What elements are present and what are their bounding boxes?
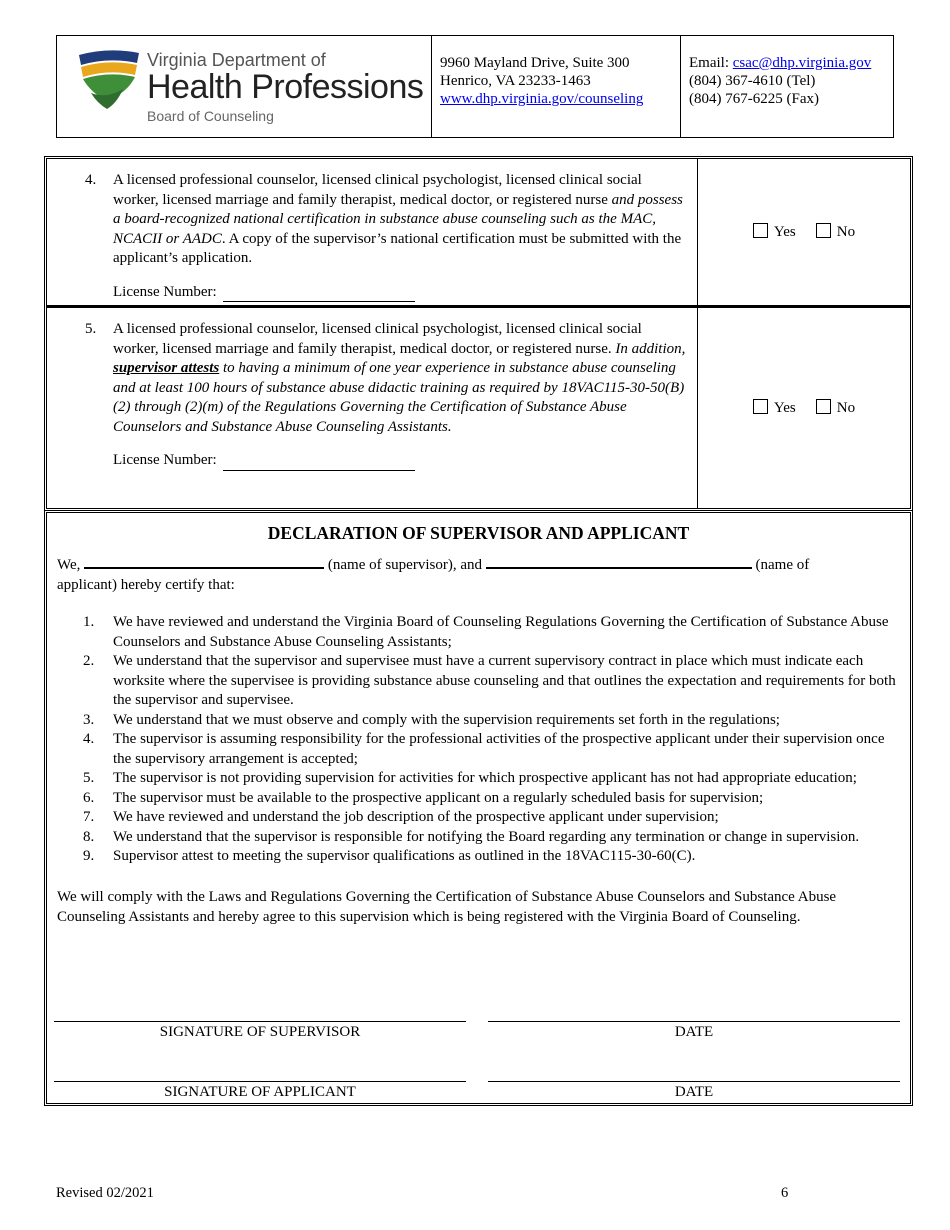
logo-line-2: Health Professions <box>147 68 424 106</box>
address-line-1: 9960 Mayland Drive, Suite 300 <box>440 55 630 71</box>
qualification-row-4 <box>47 159 910 305</box>
email-label: Email: <box>689 55 733 71</box>
license-label: License Number: <box>113 283 217 300</box>
certify-text: applicant) hereby certify that: <box>57 577 235 593</box>
qualification-text <box>47 159 698 305</box>
fax: (804) 767-6225 (Fax) <box>689 91 819 107</box>
declaration-item <box>57 769 900 789</box>
declaration-title: DECLARATION OF SUPERVISOR AND APPLICANT <box>267 523 690 543</box>
no-checkbox[interactable] <box>816 223 855 241</box>
supervisor-name-label: (name of supervisor), and <box>327 557 482 573</box>
item-text-italic: and possess a board-recognized national certification in substance abuse counseling such as the MAC, NCACII or AADC <box>113 191 683 247</box>
declaration-names <box>57 552 900 595</box>
website-link[interactable]: www.dhp.virginia.gov/counseling <box>440 91 644 107</box>
declaration-item-text: The supervisor must be available to the prospective applicant on a regularly scheduled basis for supervision; <box>113 789 764 806</box>
item-text-italic: to having a minimum of one year experience in substance abuse counseling and at least 100 hours of substance abuse didactic training as required by 18VAC115-30-50(B)(2) through (2)(m) of the Regulations Governing the Certification of Substance Abuse Counselors and Substance Abuse Counseling Assistants. <box>113 360 685 435</box>
declaration-item-text: We have reviewed and understand the Virginia Board of Counseling Regulations Governing the Certification of Substance Abuse Counselors and Substance Abuse Counseling Assistants; <box>113 614 889 650</box>
declaration-section <box>44 510 913 1106</box>
declaration-item-number: 1. <box>83 614 95 630</box>
declaration-item <box>57 711 900 731</box>
page-number: 6 <box>781 1185 789 1201</box>
license-label: License Number: <box>113 452 217 468</box>
checkbox-icon[interactable] <box>753 399 768 414</box>
closing-statement: We will comply with the Laws and Regulations Governing the Certification of Substance Abuse Counselors and Substance Abuse Counseling Assistants and hereby agree to this supervision which is being registered with the Virginia Board of Counseling. <box>57 888 837 925</box>
contact-block <box>681 36 893 137</box>
declaration-item <box>57 828 900 848</box>
checkbox-icon[interactable] <box>753 223 768 238</box>
declaration-item <box>57 789 900 809</box>
applicant-name-label: (name of <box>755 557 810 573</box>
supervisor-date[interactable] <box>488 1021 900 1041</box>
item-body <box>113 171 689 269</box>
yes-no-group <box>698 308 910 508</box>
email-link[interactable]: csac@dhp.virginia.gov <box>732 55 872 71</box>
yes-no-group <box>698 159 910 305</box>
declaration-list <box>57 613 900 867</box>
logo-line-3: Board of Counseling <box>147 108 274 124</box>
revised-date: Revised 02/2021 <box>56 1185 154 1201</box>
license-number-field[interactable] <box>223 285 415 302</box>
declaration-item-text: We understand that the supervisor and supervisee must have a current supervisory contract in place which must indicate each worksite where the supervisee is providing substance abuse counseling and that outlines the expectation and requirements for both the supervisor and supervisee. <box>113 653 896 708</box>
declaration-item <box>57 613 900 652</box>
license-row <box>113 283 689 303</box>
yes-label: Yes <box>773 400 796 416</box>
no-label: No <box>836 400 856 416</box>
logo-line-1: Virginia Department of <box>147 50 326 70</box>
letterhead <box>56 35 894 138</box>
item-text-bold: supervisor attests <box>113 360 220 376</box>
no-label: No <box>836 224 856 240</box>
declaration-item-number: 2. <box>83 653 95 669</box>
item-number: 5. <box>85 321 97 337</box>
logo-block <box>57 36 432 137</box>
item-number: 4. <box>85 172 97 188</box>
item-text: . A copy of the supervisor’s national certification must be submitted with the applicant’s application. <box>113 230 682 266</box>
dhp-logo-icon <box>77 49 141 111</box>
item-text: A licensed professional counselor, licensed clinical psychologist, licensed clinical social worker, licensed marriage and family therapist, medical doctor, or registered nurse <box>113 172 642 208</box>
declaration-item-text: The supervisor is not providing supervision for activities for which prospective applicant has not had appropriate education; <box>113 770 857 786</box>
declaration-item-number: 7. <box>83 809 95 825</box>
declaration-item <box>57 808 900 828</box>
checkbox-icon[interactable] <box>816 399 831 414</box>
tel: (804) 367-4610 (Tel) <box>689 73 816 89</box>
qualification-text <box>47 308 698 508</box>
applicant-name-field[interactable] <box>486 552 752 569</box>
supervisor-signature-label: SIGNATURE OF SUPERVISOR <box>54 1021 466 1041</box>
declaration-item-text: Supervisor attest to meeting the supervisor qualifications as outlined in the 18VAC115-30-60(C). <box>113 848 696 864</box>
declaration-item-number: 9. <box>83 848 95 864</box>
qualification-table <box>44 156 913 511</box>
we-label: We, <box>57 557 81 573</box>
item-body <box>113 320 689 437</box>
declaration-item-number: 5. <box>83 770 95 786</box>
checkbox-icon[interactable] <box>816 223 831 238</box>
yes-checkbox[interactable] <box>753 399 796 417</box>
declaration-item <box>57 847 900 867</box>
declaration-item <box>57 730 900 769</box>
qualification-row-5 <box>47 305 910 508</box>
date-label: DATE <box>488 1081 900 1101</box>
supervisor-signature[interactable] <box>54 1021 466 1041</box>
declaration-item-text: We understand that we must observe and comply with the supervision requirements set forth in the regulations; <box>113 711 780 728</box>
date-label: DATE <box>488 1021 900 1041</box>
license-row <box>113 451 689 471</box>
declaration-item-text: We understand that the supervisor is responsible for notifying the Board regarding any termination or change in supervision. <box>113 828 860 845</box>
declaration-item-number: 8. <box>83 828 95 845</box>
applicant-signature[interactable] <box>54 1081 466 1101</box>
declaration-item-text: The supervisor is assuming responsibility for the professional activities of the prospective applicant under their supervision once the supervisory arrangement is accepted; <box>113 731 885 767</box>
address-line-2: Henrico, VA 23233-1463 <box>440 73 591 89</box>
yes-checkbox[interactable] <box>753 223 796 241</box>
yes-label: Yes <box>773 224 796 240</box>
no-checkbox[interactable] <box>816 399 855 417</box>
declaration-item-number: 4. <box>83 731 95 747</box>
declaration-item-number: 6. <box>83 789 95 806</box>
declaration-item-number: 3. <box>83 711 95 728</box>
supervisor-name-field[interactable] <box>84 552 324 569</box>
item-text-italic: In addition, <box>615 340 686 357</box>
item-text: A licensed professional counselor, licensed clinical psychologist, licensed clinical social worker, licensed marriage and family therapist, medical doctor, or registered nurse. <box>113 321 642 357</box>
address-block <box>432 36 681 137</box>
license-number-field[interactable] <box>223 454 415 471</box>
applicant-signature-label: SIGNATURE OF APPLICANT <box>54 1081 466 1101</box>
declaration-item-text: We have reviewed and understand the job description of the prospective applicant under supervision; <box>113 809 719 825</box>
declaration-item <box>57 652 900 711</box>
applicant-date[interactable] <box>488 1081 900 1101</box>
